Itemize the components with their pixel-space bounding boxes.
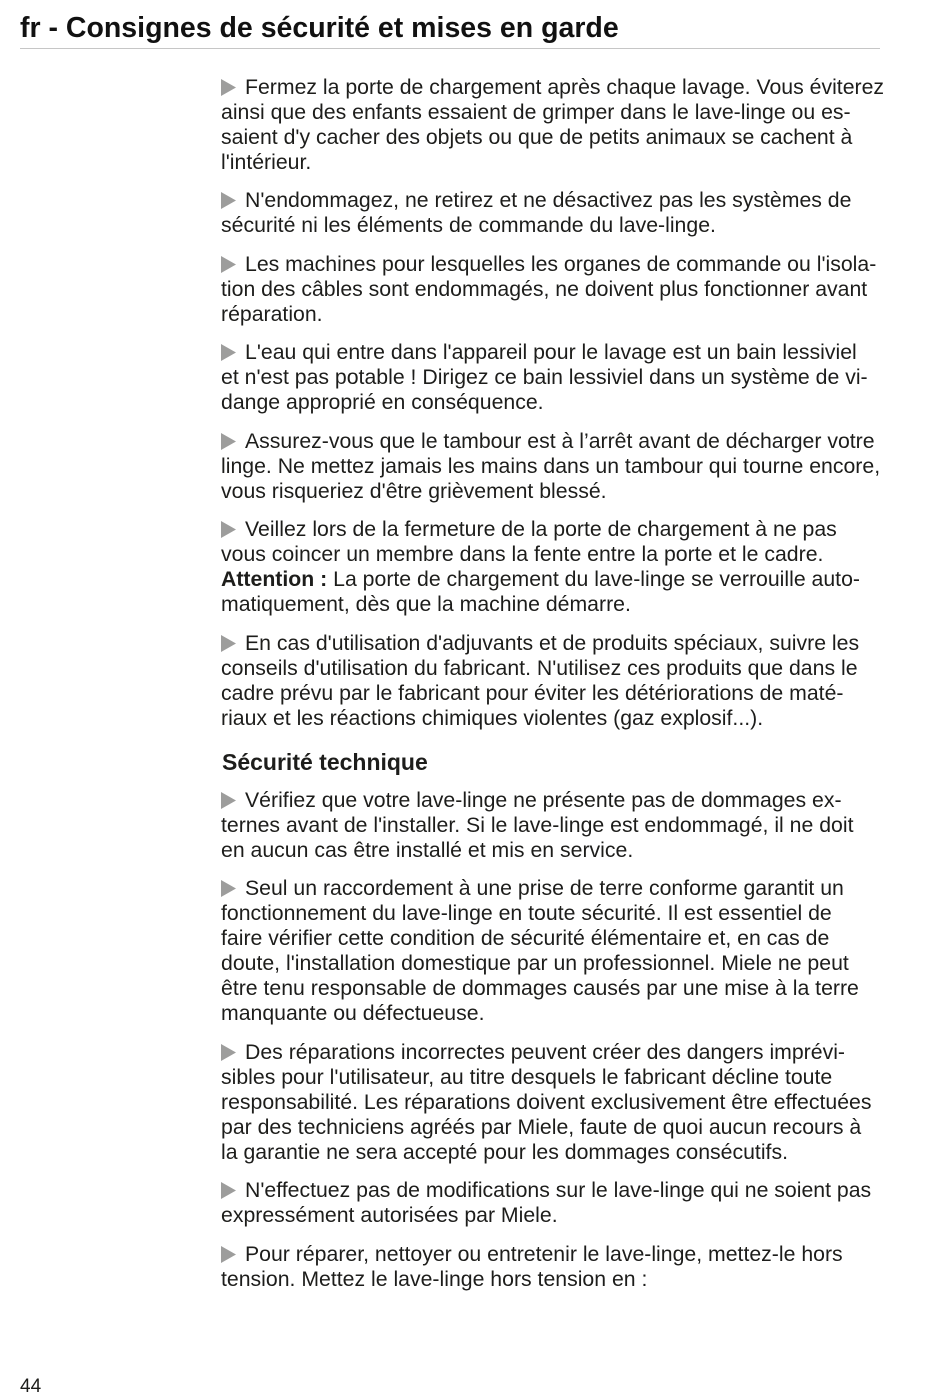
paragraph-line: cadre prévu par le fabricant pour éviter les détériorations de maté- xyxy=(221,680,844,705)
page-title: fr - Consignes de sécurité et mises en garde xyxy=(20,12,619,44)
line-text: La porte de chargement du lave-linge se verrouille auto- xyxy=(333,567,860,591)
paragraph-line: l'intérieur. xyxy=(221,149,312,174)
paragraph-line xyxy=(221,1242,921,1267)
paragraph-line: ainsi que des enfants essaient de grimper dans le lave-linge ou es- xyxy=(221,99,851,124)
line-text: Seul un raccordement à une prise de terre conforme garantit un xyxy=(245,876,844,900)
line-text: Pour réparer, nettoyer ou entretenir le lave-linge, mettez-le hors xyxy=(245,1241,843,1266)
instruction-paragraph xyxy=(221,631,921,731)
triangle-bullet-icon xyxy=(221,880,237,897)
paragraph-line: vous coincer un membre dans la fente entre la porte et le cadre. xyxy=(221,542,824,566)
paragraph-line xyxy=(221,429,921,454)
paragraph-line: sibles pour l'utilisateur, au titre desquels le fabricant décline toute xyxy=(221,1064,833,1089)
paragraph-line: tion des câbles sont endommagés, ne doivent plus fonctionner avant xyxy=(221,276,868,301)
paragraph-line: être tenu responsable de dommages causés par une mise à la terre xyxy=(221,976,859,1000)
document-body xyxy=(221,75,921,1306)
line-text: En cas d'utilisation d'adjuvants et de produits spéciaux, suivre les xyxy=(245,630,860,655)
triangle-bullet-icon xyxy=(221,433,237,450)
paragraph-line: par des techniciens agréés par Miele, faute de quoi aucun recours à xyxy=(221,1114,862,1139)
paragraph-line: tension. Mettez le lave-linge hors tension en : xyxy=(221,1266,648,1291)
instruction-paragraph xyxy=(221,75,921,175)
triangle-bullet-icon xyxy=(221,192,237,209)
triangle-bullet-icon xyxy=(221,521,237,538)
paragraph-line xyxy=(221,340,921,365)
paragraph-line: saient d'y cacher des objets ou que de petits animaux se cachent à xyxy=(221,124,853,149)
paragraph-line: manquante ou défectueuse. xyxy=(221,1001,485,1025)
instruction-paragraph xyxy=(221,188,921,238)
paragraph-line xyxy=(221,252,921,277)
paragraph-line xyxy=(221,1178,921,1203)
paragraph-line: sécurité ni les éléments de commande du lave-linge. xyxy=(221,213,716,237)
line-text: L'eau qui entre dans l'appareil pour le lavage est un bain lessiviel xyxy=(245,340,857,364)
instruction-paragraph xyxy=(221,517,921,617)
paragraph-line: responsabilité. Les réparations doivent exclusivement être effectuées xyxy=(221,1089,872,1114)
triangle-bullet-icon xyxy=(221,344,237,361)
instruction-paragraph xyxy=(221,1178,921,1228)
page-number: 44 xyxy=(20,1376,42,1397)
line-text: Des réparations incorrectes peuvent créer des dangers imprévi- xyxy=(245,1039,846,1064)
instruction-paragraph xyxy=(221,788,921,863)
section-heading: Sécurité technique xyxy=(222,749,428,775)
paragraph-line: en aucun cas être installé et mis en service. xyxy=(221,837,634,862)
triangle-bullet-icon xyxy=(221,792,237,809)
paragraph-line xyxy=(221,75,921,100)
line-text: Assurez-vous que le tambour est à l’arrêt avant de décharger votre xyxy=(245,428,875,453)
paragraph-line: vous risqueriez d'être grièvement blessé. xyxy=(221,478,607,503)
triangle-bullet-icon xyxy=(221,1246,237,1263)
triangle-bullet-icon xyxy=(221,1044,237,1061)
paragraph-line xyxy=(221,517,921,542)
header-divider xyxy=(20,48,880,49)
paragraph-line: riaux et les réactions chimiques violentes (gaz explosif...). xyxy=(221,705,764,730)
triangle-bullet-icon xyxy=(221,635,237,652)
paragraph-line: doute, l'installation domestique par un professionnel. Miele ne peut xyxy=(221,951,849,975)
paragraph-line: réparation. xyxy=(221,301,323,326)
paragraph-line: et n'est pas potable ! Dirigez ce bain lessiviel dans un système de vi- xyxy=(221,365,868,389)
paragraph-line: linge. Ne mettez jamais les mains dans un tambour qui tourne encore, xyxy=(221,453,881,478)
paragraph-line: fonctionnement du lave-linge en toute sécurité. Il est essentiel de xyxy=(221,901,832,925)
instruction-paragraph xyxy=(221,252,921,327)
line-text: N'effectuez pas de modifications sur le lave-linge qui ne soient pas xyxy=(245,1178,872,1202)
paragraph-line xyxy=(221,1040,921,1065)
line-text: N'endommagez, ne retirez et ne désactivez pas les systèmes de xyxy=(245,188,852,212)
triangle-bullet-icon xyxy=(221,79,237,96)
paragraph-line: faire vérifier cette condition de sécurité élémentaire et, en cas de xyxy=(221,926,830,950)
paragraph-line xyxy=(221,188,921,213)
triangle-bullet-icon xyxy=(221,256,237,273)
line-text: Vérifiez que votre lave-linge ne présente pas de dommages ex- xyxy=(245,787,842,812)
instruction-paragraph xyxy=(221,429,921,504)
paragraph-line: dange approprié en conséquence. xyxy=(221,390,544,414)
line-text: Fermez la porte de chargement après chaque lavage. Vous éviterez xyxy=(245,74,885,99)
triangle-bullet-icon xyxy=(221,1182,237,1199)
paragraph-line: expressément autorisées par Miele. xyxy=(221,1203,558,1227)
line-text: Les machines pour lesquelles les organes de commande ou l'isola- xyxy=(245,251,877,276)
paragraph-line: matiquement, dès que la machine démarre. xyxy=(221,592,631,616)
paragraph-line: ternes avant de l'installer. Si le lave-linge est endommagé, il ne doit xyxy=(221,812,854,837)
paragraph-line xyxy=(221,567,921,592)
paragraph-line: conseils d'utilisation du fabricant. N'utilisez ces produits que dans le xyxy=(221,655,858,680)
instruction-paragraph xyxy=(221,340,921,415)
attention-label: Attention : xyxy=(221,567,328,591)
line-text: Veillez lors de la fermeture de la porte de chargement à ne pas xyxy=(245,517,837,541)
instruction-paragraph xyxy=(221,1040,921,1165)
paragraph-line xyxy=(221,788,921,813)
instruction-paragraph xyxy=(221,1242,921,1292)
paragraph-line: la garantie ne sera accepté pour les dommages consécutifs. xyxy=(221,1139,788,1164)
paragraph-line xyxy=(221,876,921,901)
instruction-paragraph xyxy=(221,876,921,1026)
paragraph-line xyxy=(221,631,921,656)
